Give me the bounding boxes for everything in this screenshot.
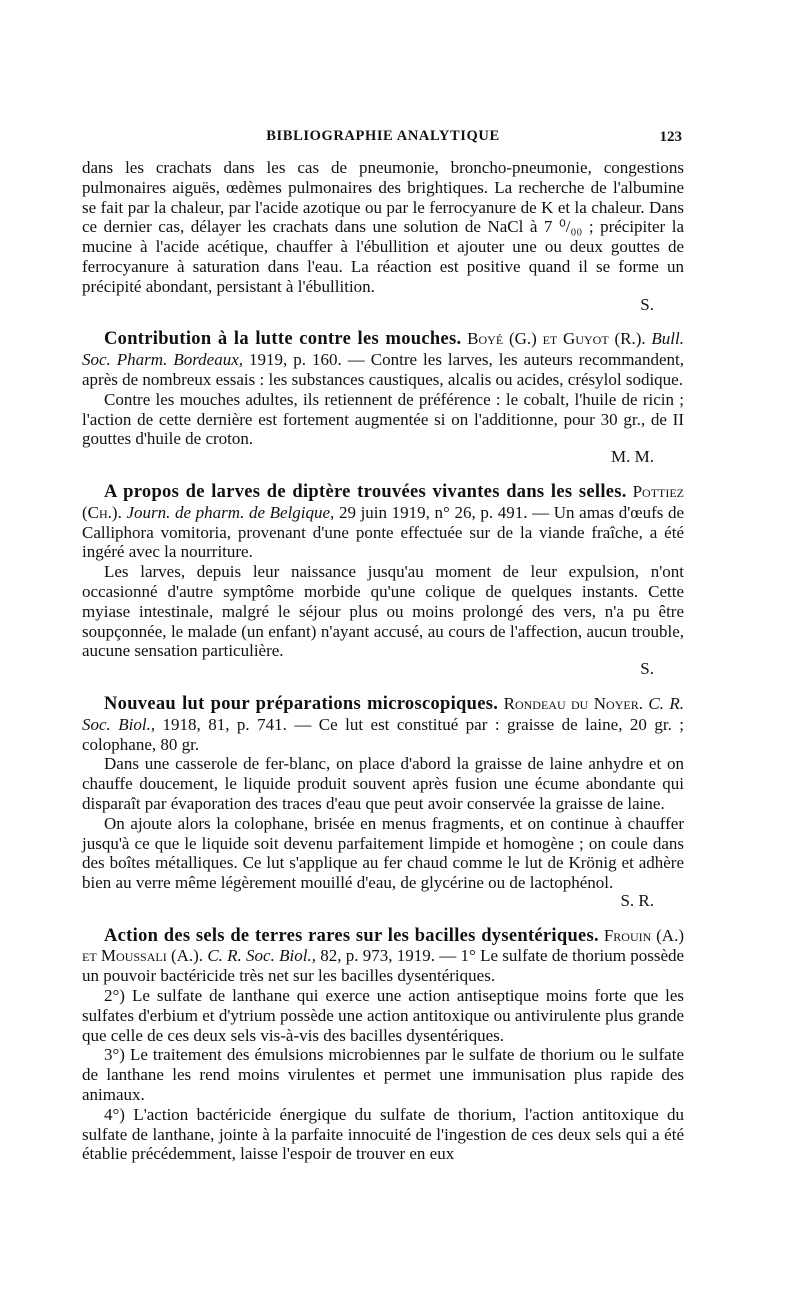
entry-reference: 1918, 81, p. 741. bbox=[162, 714, 287, 734]
entry-paragraph: — Ce lut est constitué par : graisse de laine, 20 gr. ; colophane, 80 gr. bbox=[82, 714, 684, 754]
entry-paragraph: — Contre les larves, les auteurs recommandent, après de nombreux essais : les substances caustiques, alcalis ou acides, crésylol sodique. bbox=[82, 350, 684, 389]
entry-paragraph: On ajoute alors la colophane, brisée en menus fragments, et on continue à chauffer jusqu'à ce que le liquide soit devenu parfaitement limpide et homogène ; on coule dans des boîtes métalliques. Ce lut s'applique au fer chaud comme le lut de Krönig et adhère bien au verre même légèrement mouillé d'eau, de glycérine ou de lactophénol. bbox=[82, 813, 684, 893]
entry-title: Contribution à la lutte contre les mouches. bbox=[104, 329, 462, 350]
entry-title: A propos de larves de diptère trouvées vivantes dans les selles. bbox=[104, 481, 627, 502]
entry-source: Journ. de pharm. de Belgique, bbox=[126, 502, 335, 522]
entry-title: Nouveau lut pour préparations microscopiques. bbox=[104, 693, 499, 714]
entry-paragraph: 4°) L'action bactéricide énergique du sulfate de thorium, l'action antitoxique du sulfate de lanthane, jointe à la parfaite innocuité de l'ingestion de ces deux sels qui a été établie précédemment, laisse l'espoir de trouver en eux bbox=[82, 1104, 684, 1164]
entry-paragraph: Les larves, depuis leur naissance jusqu'au moment de leur expulsion, n'ont occasionné d'autre symptôme morbide qu'une colique de quelques instants. Cette myiase intestinale, malgré le séjour plus ou moins prolongé des vers, n'a pu être soupçonnée, le malade (un enfant) n'ayant accusé, au cours de l'affection, aucun trouble, aucune sensation particulière. bbox=[82, 562, 684, 661]
entry-paragraph: 2°) Le sulfate de lanthane qui exerce une action antiseptique moins forte que les sulfates d'erbium et d'ytrium possède une action antitoxique ou antivirulente plus grande que celle de ces deux sels vis-à-vis des bacilles dysentériques. bbox=[82, 986, 684, 1045]
continuation-paragraph bbox=[82, 158, 684, 314]
entry-signature: M. M. bbox=[611, 447, 654, 467]
entry-paragraph: — 1° Le sulfate de thorium possède un pouvoir bactéricide très net sur les bacilles dysentériques. bbox=[82, 946, 685, 986]
abstract-entry-rare-earths bbox=[82, 926, 684, 1165]
entry-source: Bull. Soc. Pharm. Bordeaux, bbox=[82, 329, 685, 370]
abstract-entry-larvae bbox=[82, 482, 684, 679]
abstract-entry-flies bbox=[82, 329, 684, 467]
page-header bbox=[84, 128, 682, 150]
entry-title: Action des sels de terres rares sur les bacilles dysentériques. bbox=[104, 925, 599, 946]
page-number: 123 bbox=[659, 129, 682, 145]
entry-paragraph: — Un amas d'œufs de Calliphora vomitoria, provenant d'une ponte effectuée sur de la viande fraîche, a été ingéré avec la nourriture. bbox=[82, 502, 685, 562]
page-body bbox=[82, 158, 684, 1164]
abstract-entry-lute bbox=[82, 694, 684, 911]
entry-authors: Frouin (A.) et Moussali (A.). bbox=[82, 925, 684, 966]
entry-paragraph: 3°) Le traitement des émulsions microbiennes par le sulfate de thorium ou le sulfate de lanthane les rend moins virulentes et permet une immunisation plus rapide des animaux. bbox=[82, 1045, 684, 1105]
entry-paragraph: Contre les mouches adultes, ils retiennent de préférence : le cobalt, l'huile de ricin ; l'action de cette dernière est fortement augmentée si on l'additionne, pour 30 gr., de II gouttes d'huile de croton. bbox=[82, 389, 684, 449]
continuation-text: dans les crachats dans les cas de pneumonie, broncho-pneumonie, congestions pulmonaires aiguës, œdèmes pulmonaires des brightiques. La recherche de l'albumine se fait par la chaleur, par l'acide azotique ou par le ferrocyanure de K et la chaleur. Dans ce dernier cas, délayer les crachats dans une solution de NaCl à 7 ⁰/₀₀ ; précipiter la mucine à l'acide acétique, chauffer à l'ébullition et ajouter une ou deux gouttes de ferrocyanure à saturation dans l'eau. La réaction est positive quand il se forme un précipité abondant, persistant à l'ébullition. bbox=[82, 158, 684, 296]
entry-authors: Boyé (G.) et Guyot (R.). bbox=[467, 329, 646, 349]
entry-signature: S. R. bbox=[620, 890, 654, 910]
running-head: BIBLIOGRAPHIE ANALYTIQUE bbox=[266, 128, 500, 144]
continuation-signature: S. bbox=[640, 294, 654, 314]
entry-source: C. R. Soc. Biol., bbox=[207, 946, 316, 966]
entry-reference: 29 juin 1919, n° 26, p. 491. bbox=[338, 502, 528, 522]
entry-reference: 82, p. 973, 1919. bbox=[320, 946, 435, 966]
entry-source: C. R. Soc. Biol., bbox=[82, 693, 685, 734]
entry-authors: Rondeau du Noyer. bbox=[503, 693, 643, 713]
entry-signature: S. bbox=[640, 659, 654, 679]
entry-authors: Pottiez (Ch.). bbox=[82, 481, 685, 522]
entry-paragraph: Dans une casserole de fer-blanc, on place d'abord la graisse de laine anhydre et on chauffe doucement, le liquide produit souvent après fusion une écume abondante qui disparaît par évaporation des traces d'eau que peut avoir conservée la graisse de laine. bbox=[82, 754, 684, 813]
entry-reference: 1919, p. 160. bbox=[249, 350, 342, 370]
